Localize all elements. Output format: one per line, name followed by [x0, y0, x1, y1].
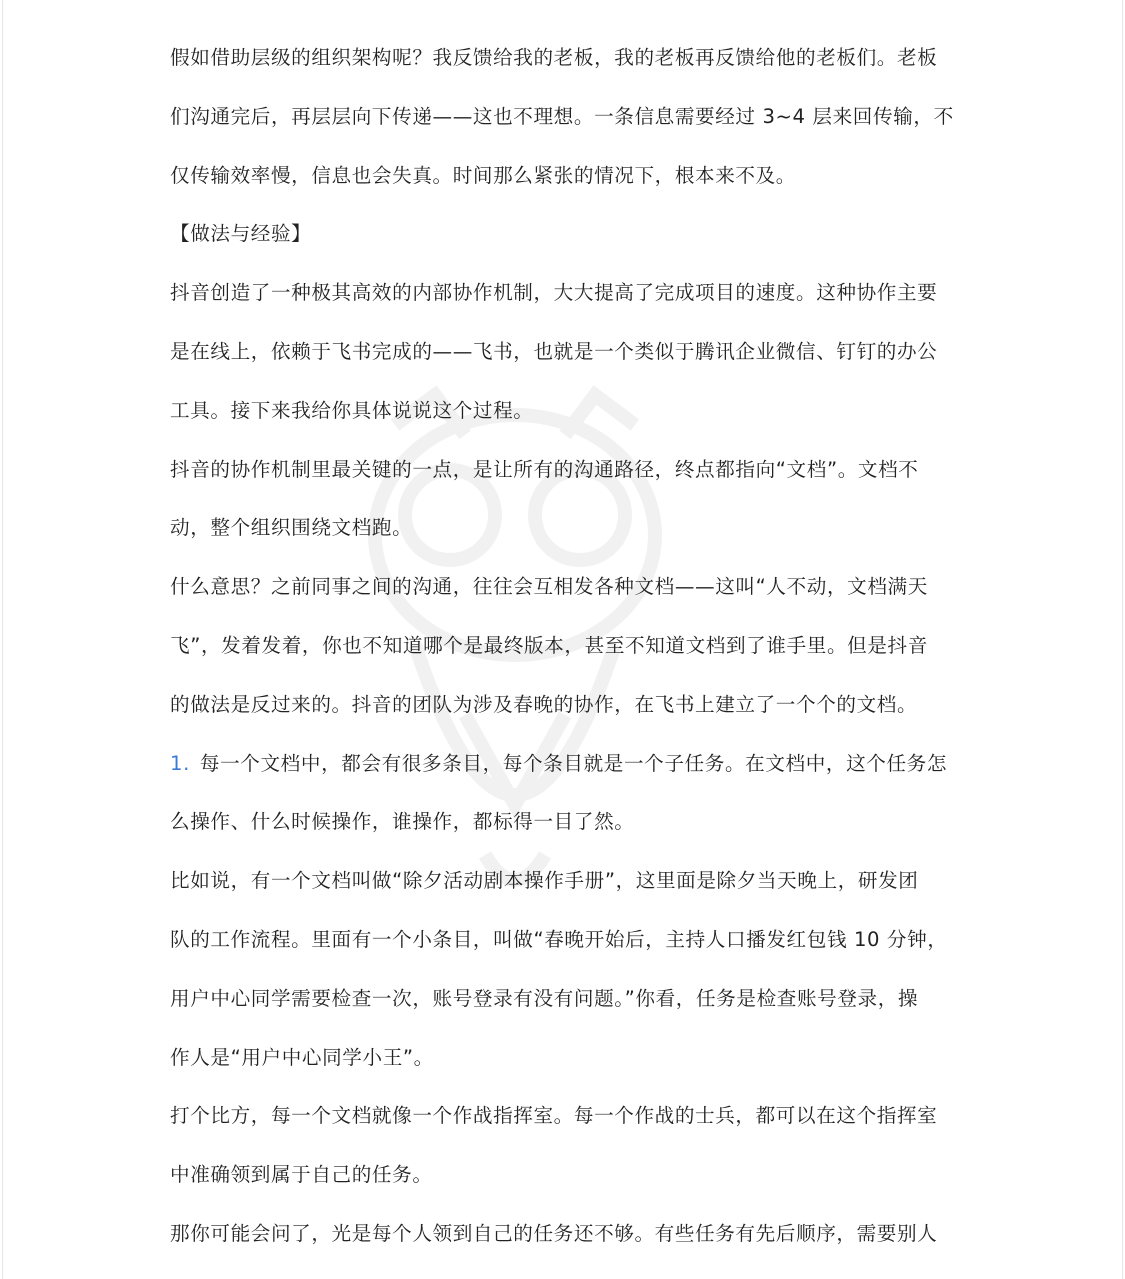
paragraph-line: 队的工作流程。里面有一个小条目，叫做“春晚开始后，主持人口播发红包钱 10 分钟， — [170, 928, 948, 951]
paragraph-line: 打个比方，每一个文档就像一个作战指挥室。每一个作战的士兵，都可以在这个指挥室 — [170, 1104, 938, 1128]
paragraph-line: 用户中心同学需要检查一次，账号登录有没有问题。”你看，任务是检查账号登录，操 — [170, 986, 919, 1010]
paragraph-line: 作人是“用户中心同学小王”。 — [170, 1045, 434, 1069]
paragraph-line: 的做法是反过来的。抖音的团队为涉及春晚的协作，在飞书上建立了一个个的文档。 — [170, 692, 918, 716]
paragraph-line: 仅传输效率慢，信息也会失真。时间那么紧张的情况下，根本来不及。 — [170, 163, 797, 187]
paragraph-line: 中准确领到属于自己的任务。 — [170, 1163, 433, 1187]
paragraph-line: 抖音创造了一种极其高效的内部协作机制，大大提高了完成项目的速度。这种协作主要 — [170, 281, 938, 305]
list-item-1: 1. 每一个文档中，都会有很多条目，每个条目就是一个子任务。在文档中，这个任务怎 — [170, 751, 948, 775]
paragraph-line: 么操作、什么时候操作，谁操作，都标得一目了然。 — [170, 810, 635, 834]
paragraph-line: 工具。接下来我给你具体说说这个过程。 — [170, 398, 534, 422]
paragraph-line: 比如说，有一个文档叫做“除夕活动剧本操作手册”，这里面是除夕当天晚上，研发团 — [170, 869, 919, 893]
paragraph-line: 动，整个组织围绕文档跑。 — [170, 516, 413, 540]
paragraph-line: 们沟通完后，再层层向下传递——这也不理想。一条信息需要经过 3~4 层来回传输，不 — [170, 104, 954, 128]
page-edge-left — [2, 0, 3, 1279]
paragraph-line: 是在线上，依赖于飞书完成的——飞书，也就是一个类似于腾讯企业微信、钉钉的办公 — [170, 340, 938, 363]
paragraph-line: 那你可能会问了，光是每个人领到自己的任务还不够。有些任务有先后顺序，需要别人 — [170, 1222, 938, 1245]
page-edge-right — [1122, 0, 1123, 1279]
section-heading: 【做法与经验】 — [170, 222, 312, 246]
paragraph-line: 飞”，发着发着，你也不知道哪个是最终版本，甚至不知道文档到了谁手里。但是抖音 — [170, 634, 928, 657]
paragraph-line: 假如借助层级的组织架构呢？我反馈给我的老板，我的老板再反馈给他的老板们。老板 — [170, 46, 938, 69]
paragraph-line: 抖音的协作机制里最关键的一点，是让所有的沟通路径，终点都指向“文档”。文档不 — [170, 457, 919, 481]
list-number: 1. — [170, 751, 190, 775]
paragraph-line: 什么意思？之前同事之间的沟通，往往会互相发各种文档——这叫“人不动，文档满天 — [170, 575, 928, 599]
